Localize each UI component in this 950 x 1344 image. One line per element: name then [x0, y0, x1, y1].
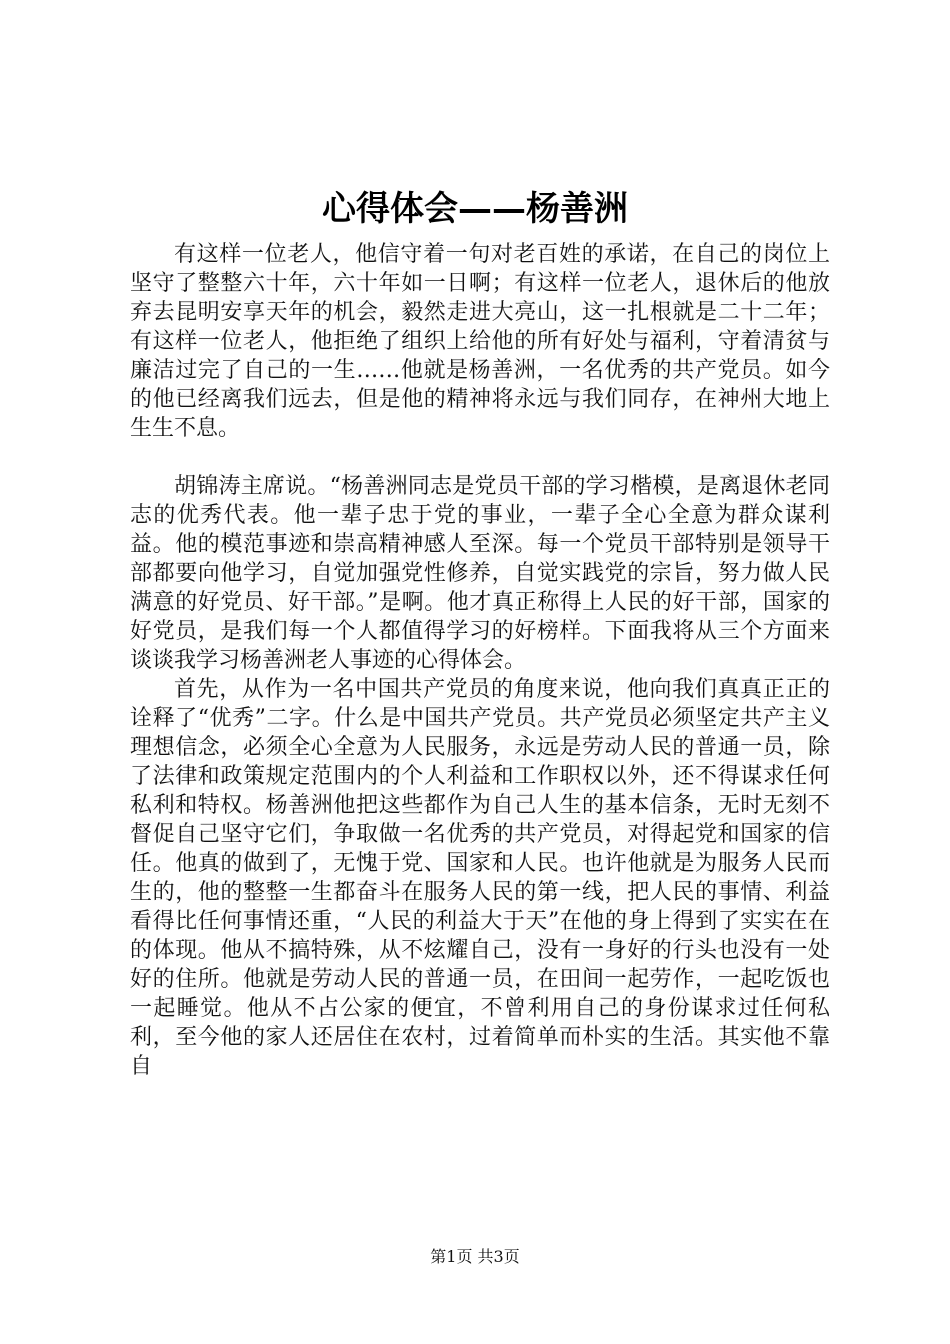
paragraph-first-point: 首先，从作为一名中国共产党员的角度来说，他向我们真真正正的诠释了“优秀”二字。什么是中国共产党员。共产党员必须坚定共产主义理想信念，必须全心全意为人民服务，永远是劳动人民的普通一员，除了法律和政策规定范围内的个人利益和工作职权以外，还不得谋求任何私利和特权。杨善洲他把这些都作为自己人生的基本信条，无时无刻不督促自己坚守它们，争取做一名优秀的共产党员，对得起党和国家的信任。他真的做到了，无愧于党、国家和人民。也许他就是为服务人民而生的，他的整整一生都奋斗在服务人民的第一线，把人民的事情、利益看得比任何事情还重，“人民的利益大于天”在他的身上得到了实实在在的体现。他从不搞特殊，从不炫耀自己，没有一身好的行头也没有一处好的住所。他就是劳动人民的普通一员，在田间一起劳作，一起吃饭也一起睡觉。他从不占公家的便宜，不曾利用自己的身份谋求过任何私利，至今他的家人还居住在农村，过着简单而朴实的生活。其实他不靠自: [130, 677, 830, 1079]
page-number: 第1页 共3页: [430, 1247, 520, 1266]
paragraph-quote: 胡锦涛主席说。“杨善洲同志是党员干部的学习楷模，是离退休老同志的优秀代表。他一辈子忠于党的事业，一辈子全心全意为群众谋利益。他的模范事迹和崇高精神感人至深。每一个党员干部特别是领导干部都要向他学习，自觉加强党性修养，自觉实践党的宗旨，努力做人民满意的好党员、好干部。”是啊。他才真正称得上人民的好干部，国家的好党员，是我们每一个人都值得学习的好榜样。下面我将从三个方面来谈谈我学习杨善洲老人事迹的心得体会。: [130, 474, 830, 673]
document-title: 心得体会——杨善洲: [322, 189, 628, 229]
paragraph-intro: 有这样一位老人，他信守着一句对老百姓的承诺，在自己的岗位上坚守了整整六十年，六十年如一日啊；有这样一位老人，退休后的他放弃去昆明安享天年的机会，毅然走进大亮山，这一扎根就是二十二年；有这样一位老人，他拒绝了组织上给他的所有好处与福利，守着清贫与廉洁过完了自己的一生……他就是杨善洲，一名优秀的共产党员。如今的他已经离我们远去，但是他的精神将永远与我们同存，在神州大地上生生不息。: [130, 242, 830, 441]
document-body: [130, 240, 830, 1081]
